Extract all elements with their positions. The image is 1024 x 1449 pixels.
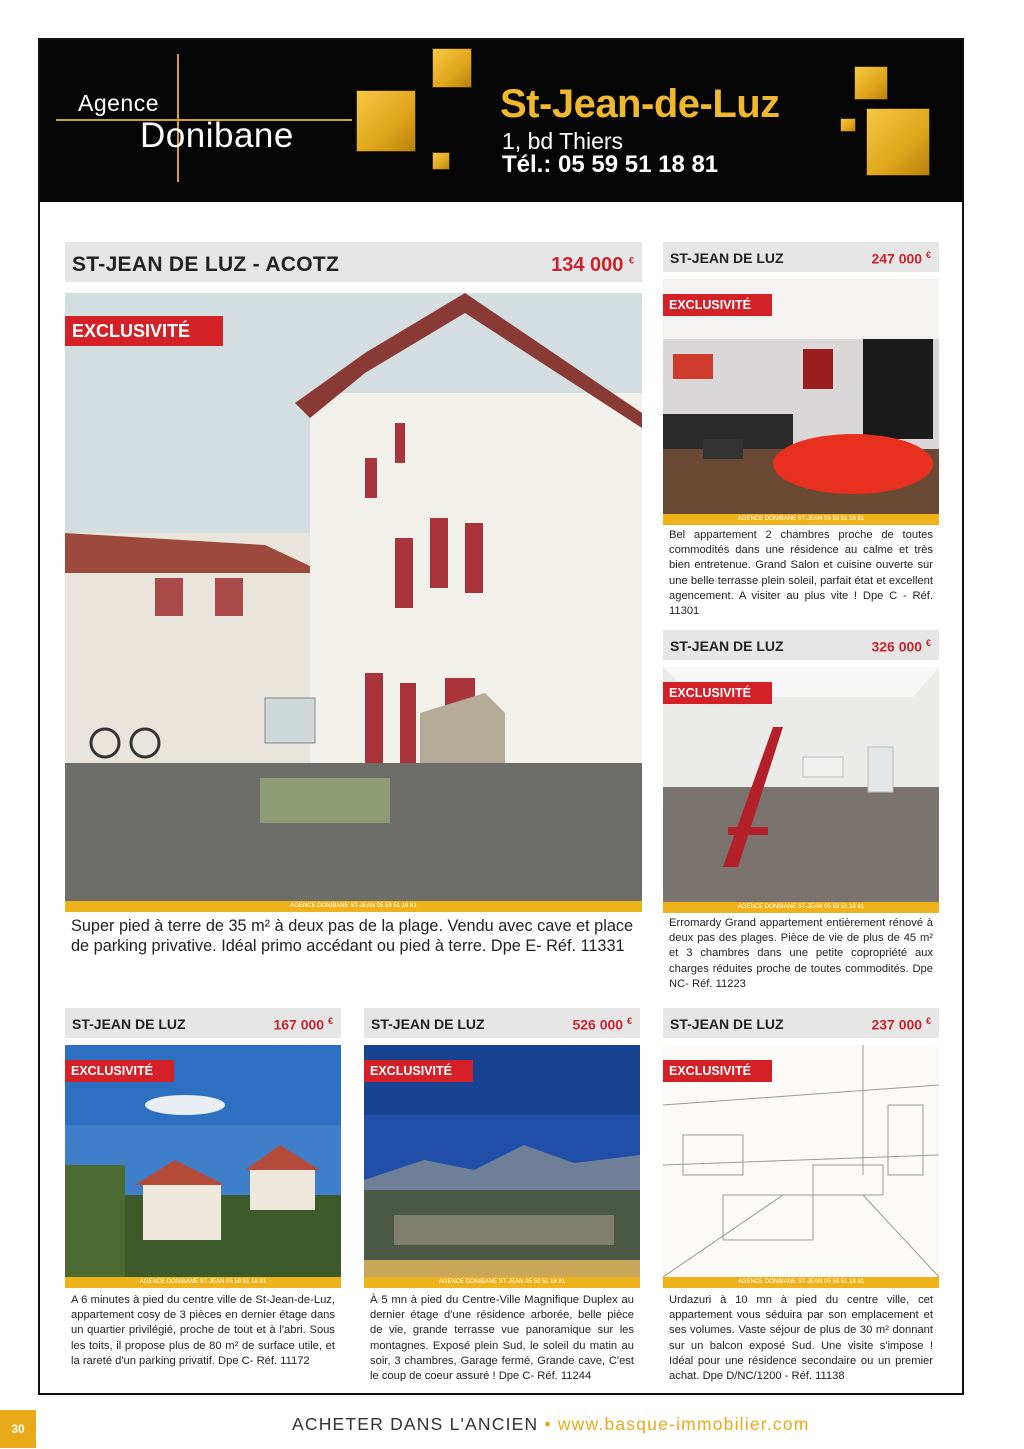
listing-description: Erromardy Grand appartement entièrement rénové à deux pas des plages. Pièce de vie de plus de 45 m² et 3 chambres dans une petite copropriété aux charges réduites proche de toutes commodités. Dpe NC- Réf. 11223 (669, 917, 933, 990)
listing-price: 526 000 € (572, 1016, 632, 1033)
exclusivity-badge: EXCLUSIVITÉ (663, 1060, 772, 1082)
listing-title-bar (663, 242, 939, 272)
decor-square (432, 152, 450, 170)
listing-title-bar (65, 242, 642, 282)
listing-title: ST-JEAN DE LUZ (670, 1016, 784, 1032)
agency-city: St-Jean-de-Luz (500, 82, 780, 126)
decor-square (840, 118, 856, 132)
house-photo (65, 293, 642, 901)
photo-credit: AGENCE DONIBANE ST-JEAN 05 59 51 18 81 (65, 901, 642, 912)
photo-credit: AGENCE DONIBANE ST-JEAN 05 59 51 18 81 (364, 1277, 640, 1288)
decor-square (854, 66, 888, 100)
listing-price: 134 000 € (551, 254, 634, 276)
listing-price: 237 000 € (871, 1016, 931, 1033)
listing-description: À 5 mn à pied du Centre-Ville Magnifique Duplex au dernier étage d'une résidence arborée, belle pièce de vie, grande terrasse vue panoramique sur les montagnes. Exposé plein Sud, le soleil du matin au soir, 3 chambres, Garage fermé, Grande cave, C'est le coup de coeur assuré ! Dpe C- Réf. 11244 (370, 1294, 634, 1383)
listing-price: 247 000 € (871, 250, 931, 267)
page-number: 30 (0, 1410, 36, 1448)
listing-description: A 6 minutes à pied du centre ville de St-Jean-de-Luz, appartement cosy de 3 pièces en dernier étage dans un quartier privilégié, proche de tout et à l'abri. Sous les toits, il propose plus de 80 m² de surface utile, et la rareté d'un parking privatif. Dpe C- Réf. 11172 (71, 1294, 335, 1367)
listing-title: ST-JEAN DE LUZ (371, 1016, 485, 1032)
listing-description: Urdazuri à 10 mn à pied du centre ville, cet appartement vous séduira par son emplacement et ses volumes. Vaste séjour de plus de 30 m² donnant sur un balcon exposé Sud. Une visite s'impose ! Idéal pour une résidence secondaire ou un premier achat. Dpe D/NC/1200 - Réf. 11138 (669, 1294, 933, 1383)
footer-separator: • (544, 1414, 552, 1434)
listing-card[interactable] (65, 1008, 341, 1388)
decor-square (866, 108, 930, 176)
exclusivity-badge: EXCLUSIVITÉ (663, 294, 772, 316)
listing-title-bar (663, 1008, 939, 1038)
listing-photo[interactable] (65, 293, 642, 901)
listing-card[interactable] (663, 630, 939, 995)
listing-title-bar (65, 1008, 341, 1038)
exclusivity-badge: EXCLUSIVITÉ (663, 682, 772, 704)
listing-price: 167 000 € (273, 1016, 333, 1033)
footer-tagline-text: ACHETER DANS L'ANCIEN (292, 1414, 539, 1434)
listing-title: ST-JEAN DE LUZ (72, 1016, 186, 1032)
listing-price: 326 000 € (871, 638, 931, 655)
photo-credit: AGENCE DONIBANE ST-JEAN 05 59 51 18 81 (663, 514, 939, 525)
agency-address: 1, bd Thiers (502, 128, 624, 154)
listing-title: ST-JEAN DE LUZ (670, 250, 784, 266)
exclusivity-badge: EXCLUSIVITÉ (65, 316, 223, 346)
photo-credit: AGENCE DONIBANE ST-JEAN 05 59 51 18 81 (663, 1277, 939, 1288)
listing-title-bar (663, 630, 939, 660)
decor-square (432, 48, 472, 88)
listing-description: Bel appartement 2 chambres proche de toutes commodités dans une résidence au calme et très bien entretenue. Grand Salon et cuisine ouverte sur une belle terrasse plein soleil, parfait état et excellent agencement. A visiter au plus vite ! Dpe C - Réf. 11301 (669, 529, 933, 618)
footer-tagline (292, 1414, 810, 1435)
listing-title: ST-JEAN DE LUZ (670, 638, 784, 654)
listing-title: ST-JEAN DE LUZ - ACOTZ (72, 253, 340, 276)
listing-card[interactable] (65, 242, 642, 962)
footer-website-link[interactable]: www.basque-immobilier.com (557, 1414, 810, 1434)
listing-description: Super pied à terre de 35 m² à deux pas de la plage. Vendu avec cave et place de parking privative. Idéal primo accédant ou pied à terre. Dpe E- Réf. 11331 (71, 917, 634, 955)
listing-card[interactable] (663, 1008, 939, 1388)
agency-phone: Tél.: 05 59 51 18 81 (502, 151, 719, 178)
logo-donibane: Donibane (140, 116, 294, 155)
photo-credit: AGENCE DONIBANE ST-JEAN 05 59 51 18 81 (663, 902, 939, 913)
photo-credit: AGENCE DONIBANE ST-JEAN 05 59 51 18 81 (65, 1277, 341, 1288)
listing-card[interactable] (663, 242, 939, 622)
exclusivity-badge: EXCLUSIVITÉ (65, 1060, 174, 1082)
listing-title-bar (364, 1008, 640, 1038)
decor-square (356, 90, 416, 152)
agency-header (40, 40, 962, 202)
exclusivity-badge: EXCLUSIVITÉ (364, 1060, 473, 1082)
listing-card[interactable] (364, 1008, 640, 1388)
logo-agence: Agence (78, 90, 160, 116)
